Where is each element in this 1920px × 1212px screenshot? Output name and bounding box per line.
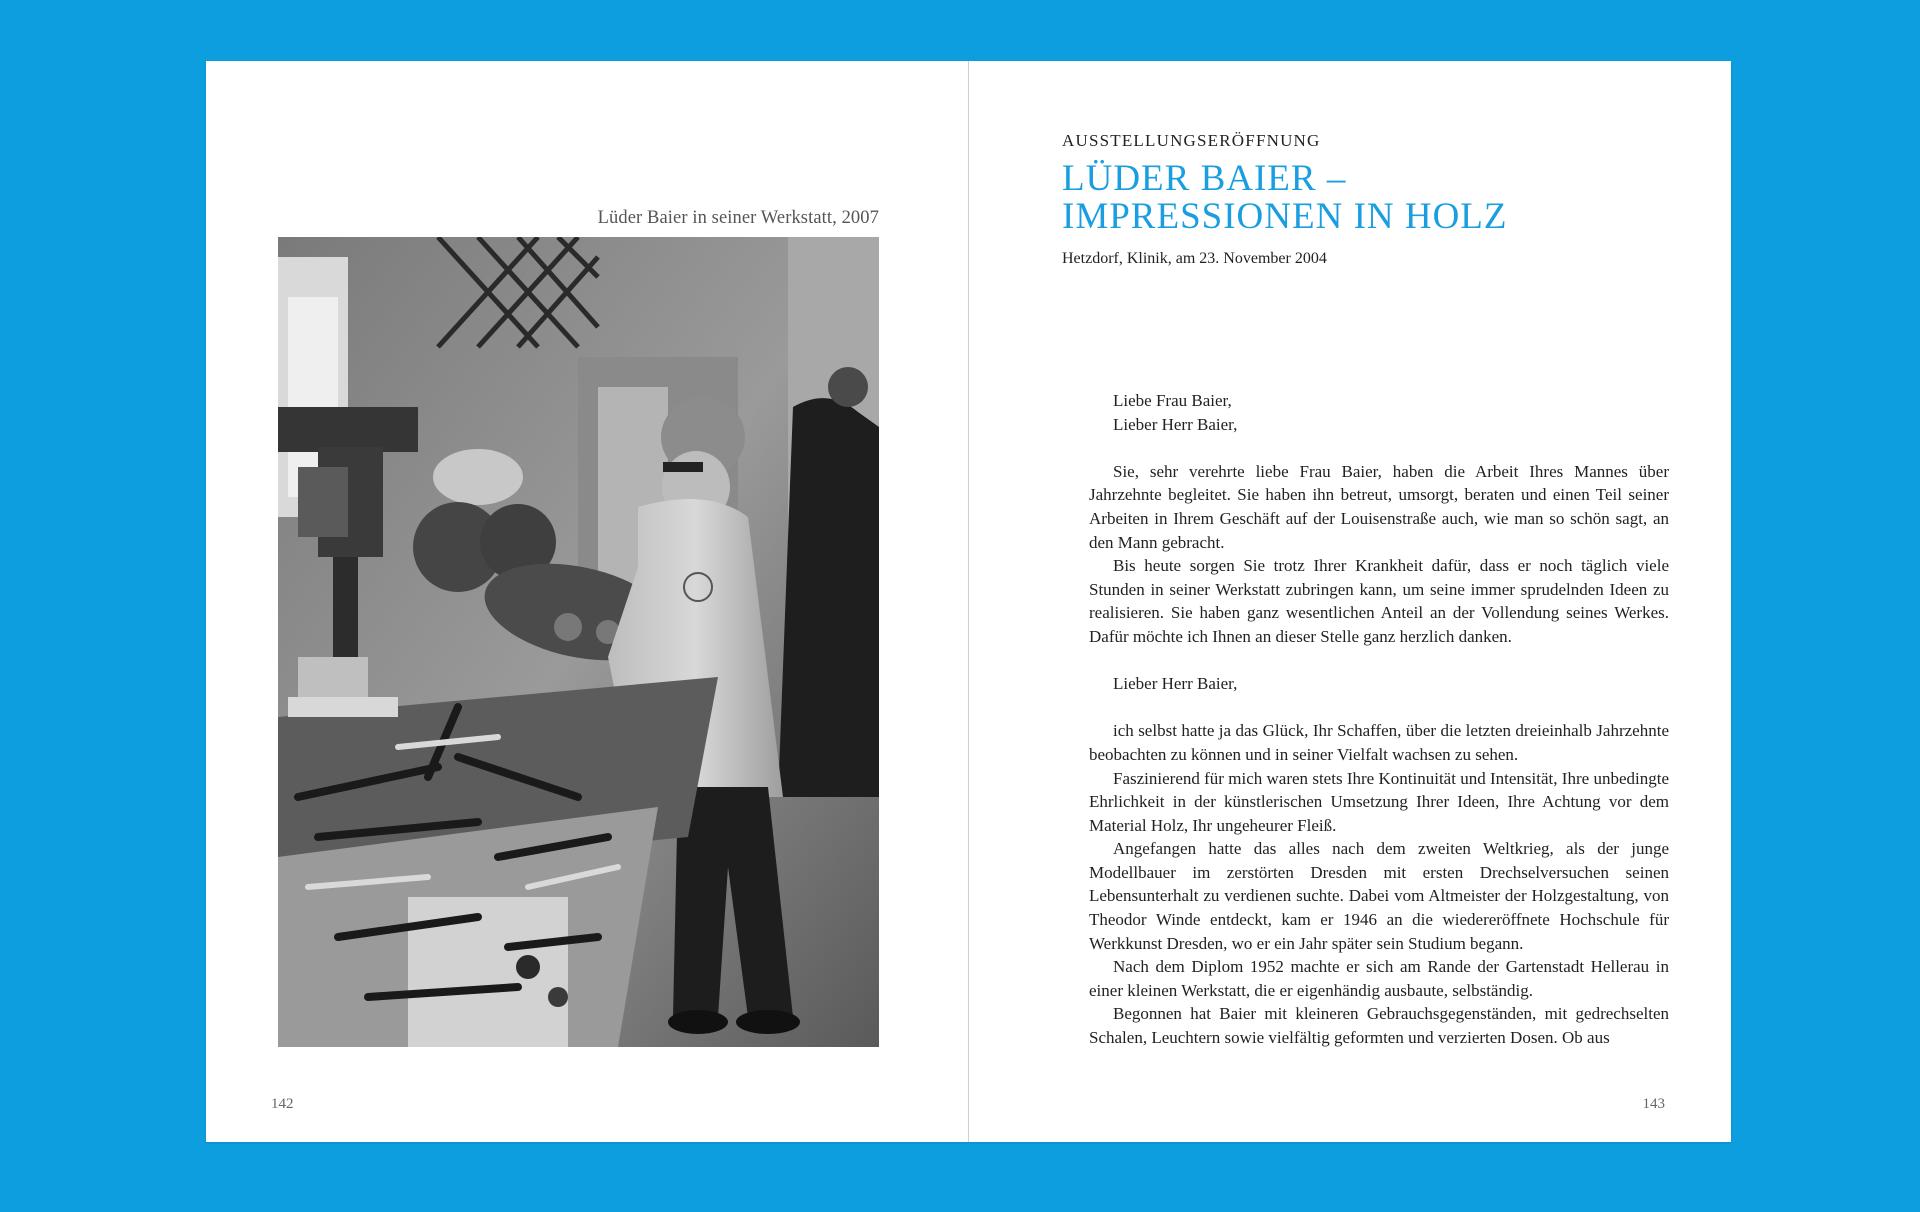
paragraph: Angefangen hatte das alles nach dem zweiten Weltkrieg, als der junge Modellbauer im zerstörten Dresden mit ersten Drechselversuchen seinen Lebensunterhalt zu verdienen suchte. Dabei vom Altmeister der Holzgestaltung, von Theodor Winde entdeckt, kam er 1946 an die wiedereröffnete Hochschule für Werkkunst Dresden, wo er ein Jahr später sein Studium begann. xyxy=(1089,839,1669,953)
letter-body xyxy=(1089,389,1669,1050)
right-page xyxy=(969,61,1731,1142)
paragraph: Faszinierend für mich waren stets Ihre Kontinuität und Intensität, Ihre unbedingte Ehrlichkeit in der künstlerischen Umsetzung Ihrer Ideen, Ihre Achtung vor dem Material Holz, Ihr ungeheurer Fleiß. xyxy=(1089,768,1669,835)
paragraph: ich selbst hatte ja das Glück, Ihr Schaffen, über die letzten dreieinhalb Jahrzehnte beobachten zu können und in seiner Vielfalt wachsen zu sehen. xyxy=(1089,721,1669,764)
section-label: AUSSTELLUNGSERÖFFNUNG xyxy=(1062,131,1321,150)
chapter-title-line2: IMPRESSIONEN IN HOLZ xyxy=(1062,196,1508,237)
paragraph: Bis heute sorgen Sie trotz Ihrer Krankheit dafür, dass er noch täglich viele Stunden in seiner Werkstatt zubringen kann, um seine immer sprudelnden Ideen zu realisieren. Sie haben ganz wesentlichen Anteil an der Vollendung seines Werkes. Dafür möchte ich Ihnen an dieser Stelle ganz herzlich danken. xyxy=(1089,556,1669,646)
salutation-1: Liebe Frau Baier, xyxy=(1113,391,1232,410)
workshop-photo xyxy=(278,237,879,1047)
paragraph: Begonnen hat Baier mit kleineren Gebrauchsgegenständen, mit gedrechselten Schalen, Leuchtern sowie vielfältig geformten und verzierten Dosen. Ob aus xyxy=(1089,1004,1669,1048)
chapter-title xyxy=(1062,160,1508,236)
salutation-3: Lieber Herr Baier, xyxy=(1113,674,1238,694)
left-page xyxy=(206,61,968,1142)
paragraph: Nach dem Diplom 1952 machte er sich am Rande der Gartenstadt Hellerau in einer kleinen Werkstatt, die er eigenhändig ausbaute, selbständig. xyxy=(1089,957,1669,1000)
salutation-2: Lieber Herr Baier, xyxy=(1113,414,1238,434)
chapter-title-line1: LÜDER BAIER – xyxy=(1062,158,1347,199)
page-number-right: 143 xyxy=(1642,1096,1665,1112)
book-spread xyxy=(206,61,1731,1142)
paragraph: Sie, sehr verehrte liebe Frau Baier, haben die Arbeit Ihres Mannes über Jahrzehnte begleitet. Sie haben ihn betreut, umsorgt, beraten und einen Teil seiner Arbeiten in Ihrem Geschäft auf der Louisenstraße auch, wie man so schön sagt, an den Mann gebracht. xyxy=(1089,461,1669,552)
event-subtitle: Hetzdorf, Klinik, am 23. November 2004 xyxy=(1062,250,1327,267)
photo-caption: Lüder Baier in seiner Werkstatt, 2007 xyxy=(597,208,879,228)
page-number-left: 142 xyxy=(271,1096,294,1112)
